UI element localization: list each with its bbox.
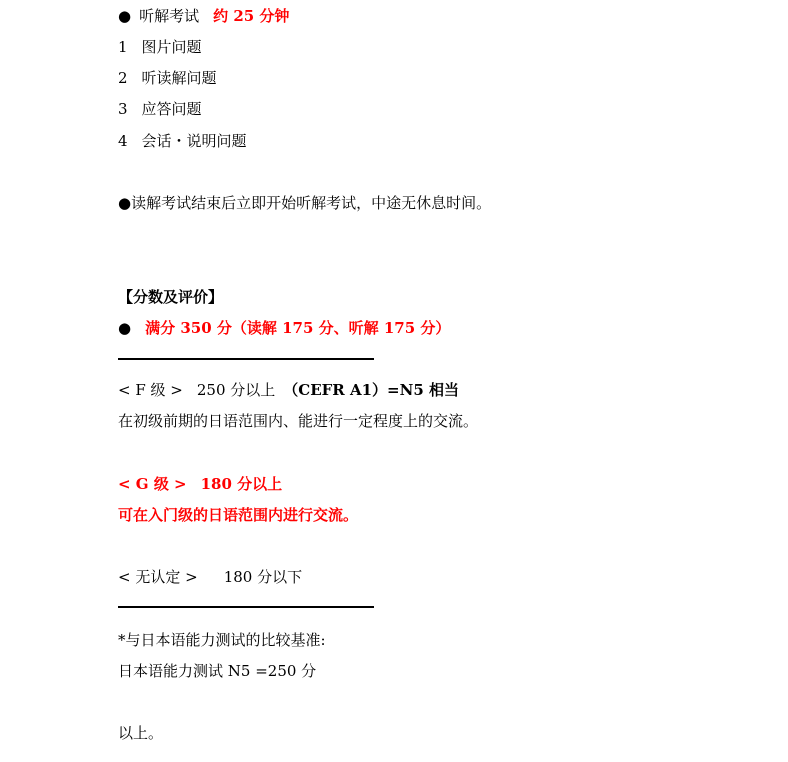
- item-text: 图片问题: [141, 38, 202, 56]
- level-grade: < 无认定 >: [118, 568, 198, 586]
- list-item: [118, 131, 247, 151]
- item-number: 2: [118, 69, 128, 87]
- item-text: 听读解问题: [141, 69, 217, 87]
- listening-duration: 约 25 分钟: [213, 7, 290, 25]
- list-item: [118, 37, 202, 57]
- listening-title: 听解考试: [139, 7, 200, 25]
- closing: 以上。: [118, 724, 164, 742]
- item-number: 1: [118, 38, 128, 56]
- bullet: ●: [118, 319, 132, 337]
- level-none: [118, 567, 302, 587]
- list-item: [118, 68, 217, 88]
- level-suffix: （CEFR A1）=N5 相当: [283, 381, 459, 399]
- item-text: 应答问题: [141, 100, 202, 118]
- level-grade: < F 级 >: [118, 381, 183, 399]
- item-number: 4: [118, 132, 128, 150]
- full-score: 满分 350 分（读解 175 分、听解 175 分）: [145, 319, 451, 337]
- item-text: 会话・说明问题: [141, 132, 247, 150]
- compare-value: 日本语能力测试 N5 =250 分: [118, 662, 317, 680]
- list-item: [118, 99, 202, 119]
- full-score-line: [118, 318, 450, 338]
- level-g-desc: 可在入门级的日语范围内进行交流。: [118, 506, 359, 524]
- level-score: 250 分以上: [196, 381, 276, 399]
- level-f: [118, 380, 459, 400]
- level-score: 180 分以下: [223, 568, 303, 586]
- bullet: ●: [118, 7, 132, 25]
- listening-header: [118, 6, 289, 26]
- level-score: 180 分以上: [200, 475, 283, 493]
- level-f-desc: 在初级前期的日语范围内、能进行一定程度上的交流。: [118, 412, 479, 430]
- score-heading: 【分数及评价】: [118, 288, 224, 306]
- listening-note: ●读解考试结束后立即开始听解考试，中途无休息时间。: [118, 194, 492, 212]
- level-g: [118, 474, 282, 494]
- level-grade: < G 级 >: [118, 475, 187, 493]
- compare-title: *与日本语能力测试的比较基准:: [118, 631, 326, 649]
- divider: [118, 358, 374, 360]
- divider: [118, 606, 374, 608]
- item-number: 3: [118, 100, 128, 118]
